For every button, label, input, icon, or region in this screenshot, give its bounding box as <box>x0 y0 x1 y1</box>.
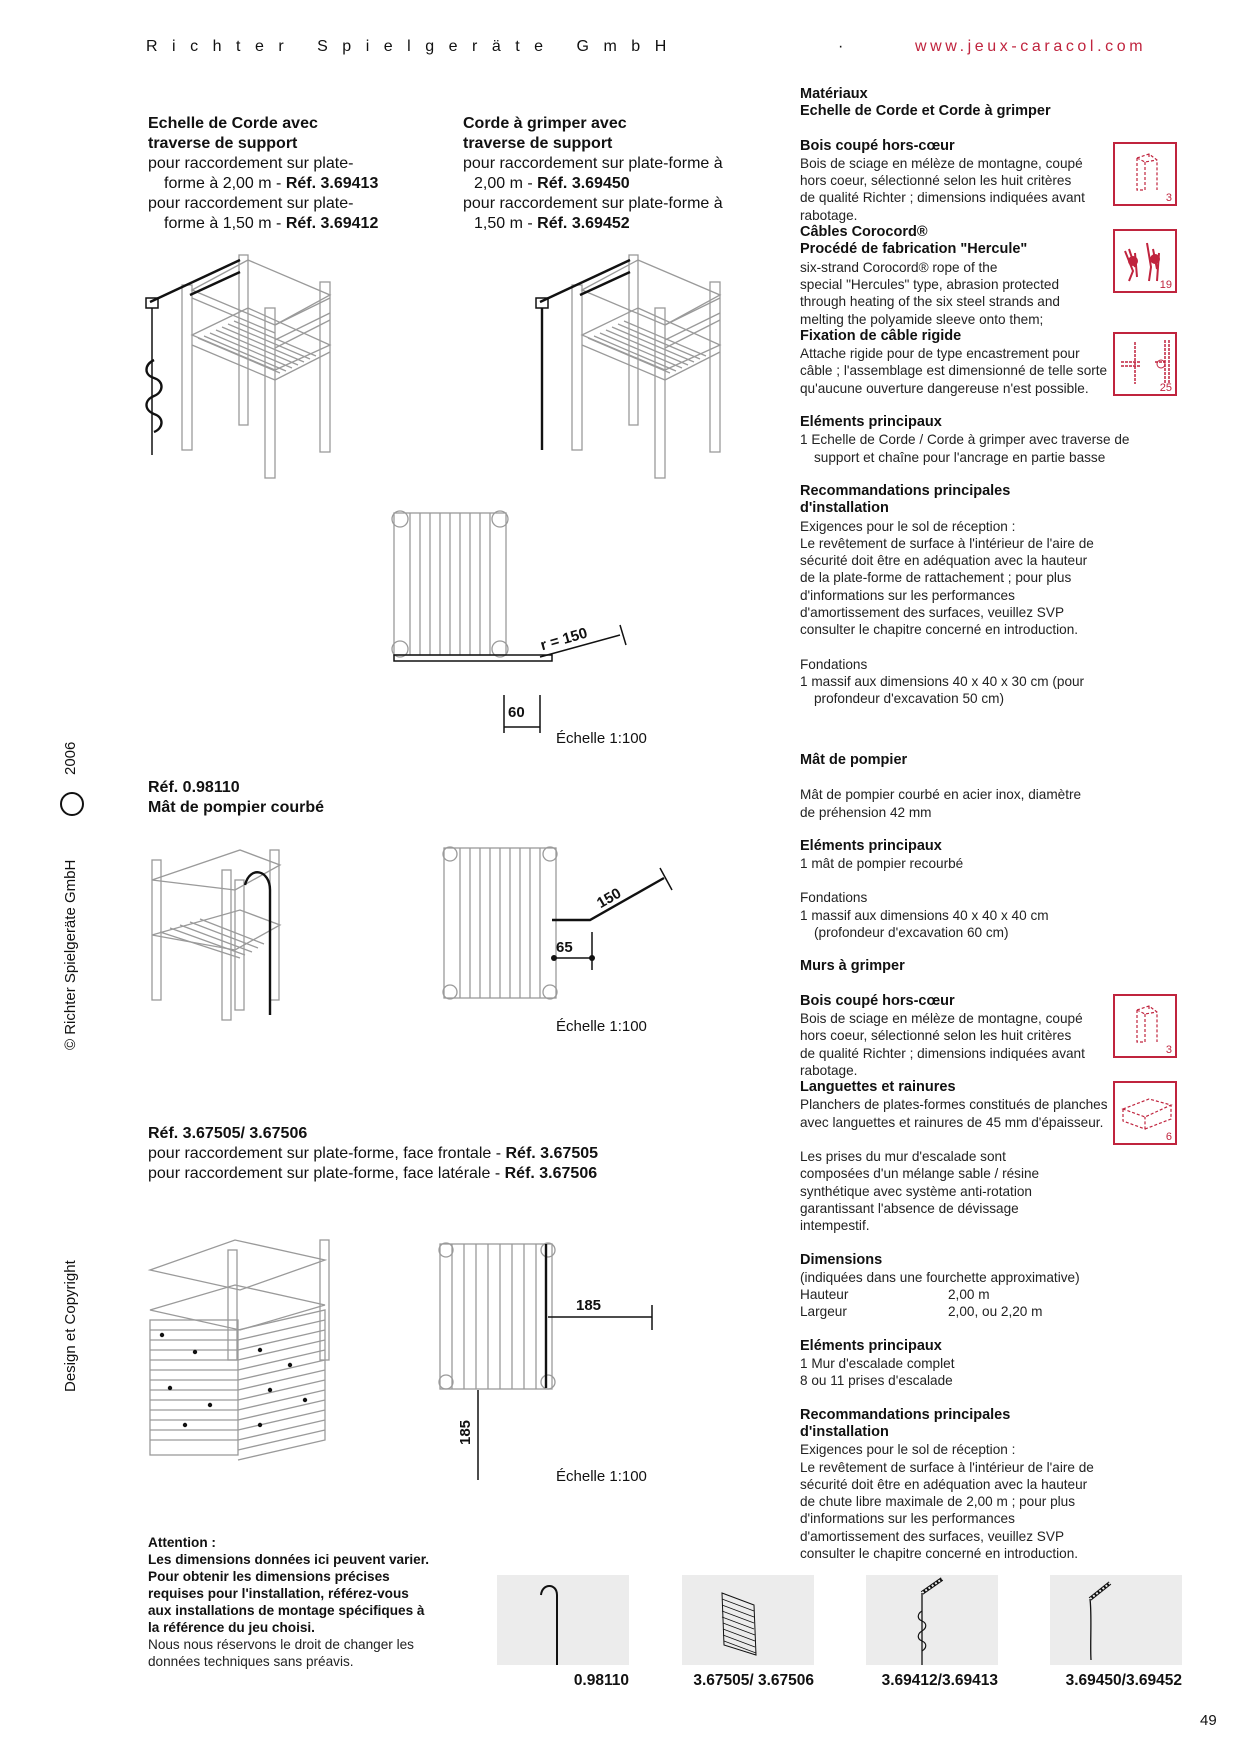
product-ref: Réf. 3.67505/ 3.67506 <box>148 1125 308 1142</box>
dimension-row: Hauteur 2,00 m <box>800 1287 990 1303</box>
fire-pole-icon <box>497 1575 629 1665</box>
thumbnail-rope-ladder[interactable] <box>866 1575 998 1665</box>
side-dimension-label: 185 <box>576 1297 602 1314</box>
wood-beam-icon: 3 <box>1113 994 1177 1058</box>
section-subheading: Echelle de Corde et Corde à grimper <box>800 103 1051 120</box>
radius-label: r = 150 <box>538 624 590 655</box>
front-dimension-label: 185 <box>457 1419 474 1445</box>
product-climbing-wall: Réf. 3.67505/ 3.67506 pour raccordement sur plate-forme, face frontale - Réf. 3.67505 pour raccordement sur plate-forme, face latérale - Réf. 3.67506 <box>148 1124 688 1184</box>
climbing-wall-drawing <box>140 1210 360 1470</box>
thumbnail-climbing-wall[interactable] <box>682 1575 814 1665</box>
scale-label: Échelle 1:100 <box>556 1468 647 1485</box>
product-ref: Réf. 3.67506 <box>504 1165 598 1182</box>
rope-ladder-icon <box>866 1575 998 1665</box>
scale-label: Échelle 1:100 <box>556 1018 647 1035</box>
tongue-groove-board-icon: 6 <box>1113 1081 1177 1145</box>
product-title: traverse de support <box>463 135 613 152</box>
climbing-rope-icon <box>1050 1575 1182 1665</box>
scale-label: Échelle 1:100 <box>556 730 647 747</box>
fire-pole-section: Mât de pompier Mât de pompier courbé en acier inox, diamètre de préhension 42 mm Eléments principaux 1 mât de pompier recourbé Fondations 1 massif aux dimensions 40 x 40 x 40 cm (profondeur d'excavation 60 cm) Murs à grimper Bois coupé hors-cœur Bois de sciage en mélèze de montagne, coupé hors coeur, sélectionné selon les huit critères de qualité Richter ; dimensions indiquées avant rabotage. Languettes et rainures Planchers de plates-formes constitués de planches avec languettes et rainures de 45 mm d'épaisseur. Les prises du mur d'escalade sont composées d'un mélange sable / résine synthétique avec système anti-rotation garantissant l'absence de dévissage intempestif. Dimensions (indiquées dans une fourchette approximative) Hauteur 2,00 m Largeur 2,00, ou 2,20 m Eléments principaux 1 Mur d'escalade complet 8 ou 11 prises d'escalade Recommandations principales d'installation Exigences pour le sol de réception : Le revêtement de surface à l'intérieur de l'aire de sécurité doit être en adéquation avec la hauteur de chute libre maximale de 2,00 m ; pour plus d'informations sur les performances d'amortissement des surfaces, veuillez SVP consulter le chapitre concerné en introduction. <box>800 752 1130 1562</box>
thumbnail-fire-pole[interactable] <box>497 1575 629 1665</box>
climbing-rope-drawing <box>530 240 790 490</box>
company-name: Richter Spielgeräte GmbH <box>146 38 681 55</box>
product-title: traverse de support <box>148 135 298 152</box>
section-heading: Mât de pompier <box>800 752 908 768</box>
cable-fixing-icon: 25 <box>1113 332 1177 396</box>
website-link[interactable]: www.jeux-caracol.com <box>915 38 1147 55</box>
thumbnail-label: 3.67505/ 3.67506 <box>693 1672 814 1689</box>
section-heading: Murs à grimper <box>800 958 905 975</box>
caracol-logo-icon <box>60 792 84 816</box>
plan-view-3 <box>430 1230 690 1490</box>
product-title: Echelle de Corde avec <box>148 115 318 132</box>
product-ref: Réf. 3.69450 <box>537 175 630 192</box>
warning-note: Attention : Les dimensions données ici peuvent varier. Pour obtenir les dimensions précises requises pour l'installation, référez-vous aux installations de montage spécifiques à la référence du jeu choisi. Nous nous réservons le droit de changer les données techniques sans préavis. <box>148 1534 468 1670</box>
design-copyright: Design et Copyright <box>62 1260 79 1392</box>
product-ref: Réf. 3.69413 <box>285 175 379 192</box>
fire-pole-drawing <box>140 840 360 1040</box>
materials-section: Matériaux Echelle de Corde et Corde à grimper Bois coupé hors-cœur Bois de sciage en mélèze de montagne, coupé hors coeur, sélectionné selon les huit critères de qualité Richter ; dimensions indiquées avant rabotage. Câbles Corocord® Procédé de fabrication "Hercule" six-strand Corocord® rope of the special "Hercules" type, abrasion protected through heating of the six steel strands and melting the polyamide sleeve onto them; Fixation de câble rigide Attache rigide pour de type encastrement pour câble ; l'assemblage est dimensionné de telle sorte qu'aucune ouverture dangereuse n'est possible. Eléments principaux 1 Echelle de Corde / Corde à grimper avec traverse de support et chaîne pour l'ancrage en partie basse Recommandations principales d'installation Exigences pour le sol de réception : Le revêtement de surface à l'intérieur de l'aire de sécurité doit être en adéquation avec la hauteur de la plate-forme de rattachement ; pour plus d'informations sur les performances d'amortissement des surfaces, veuillez SVP consulter le chapitre concerné en introduction. Fondations 1 massif aux dimensions 40 x 40 x 30 cm (pour profondeur d'excavation 50 cm) <box>800 86 1130 707</box>
wood-beam-icon: 3 <box>1113 142 1177 206</box>
section-heading: Matériaux <box>800 86 868 102</box>
dimension-row: Largeur 2,00, ou 2,20 m <box>800 1304 1043 1320</box>
width-label: 60 <box>508 704 525 721</box>
thumbnail-climbing-rope[interactable] <box>1050 1575 1182 1665</box>
plan-view-1 <box>380 495 680 745</box>
rope-strands-icon: 19 <box>1113 229 1177 293</box>
product-fire-pole <box>148 778 448 818</box>
copyright-text: © Richter Spielgeräte GmbH <box>62 859 79 1050</box>
product-rope-ladder: Echelle de Corde avec traverse de support pour raccordement sur plate- forme à 2,00 m - Réf. 3.69413 pour raccordement sur plate- forme à 1,50 m - Réf. 3.69412 <box>148 114 438 234</box>
warning-title: Attention : <box>148 1535 216 1550</box>
product-title: Mât de pompier courbé <box>148 799 325 816</box>
thumbnail-label: 3.69412/3.69413 <box>881 1672 998 1689</box>
thumbnail-label: 0.98110 <box>573 1672 629 1689</box>
product-climbing-rope: Corde à grimper avec traverse de support pour raccordement sur plate-forme à 2,00 m - Réf. 3.69450 pour raccordement sur plate-forme à 1,50 m - Réf. 3.69452 <box>463 114 783 234</box>
offset-label: 65 <box>556 939 573 956</box>
copyright-year: 2006 <box>62 741 79 775</box>
plan-view-2 <box>430 840 690 1010</box>
thumbnail-label: 3.69450/3.69452 <box>1065 1672 1182 1689</box>
climbing-rope-beam <box>536 260 630 450</box>
product-ref: Réf. 3.69452 <box>537 215 630 232</box>
header-separator: · <box>838 38 844 55</box>
product-ref: Réf. 3.69412 <box>285 215 379 232</box>
product-ref: Réf. 0.98110 <box>148 779 240 796</box>
page-number: 49 <box>1200 1712 1217 1729</box>
climbing-wall-icon <box>682 1575 814 1665</box>
product-title: Corde à grimper avec <box>463 115 627 132</box>
product-ref: Réf. 3.67505 <box>505 1145 599 1162</box>
distance-label: 150 <box>594 884 625 913</box>
